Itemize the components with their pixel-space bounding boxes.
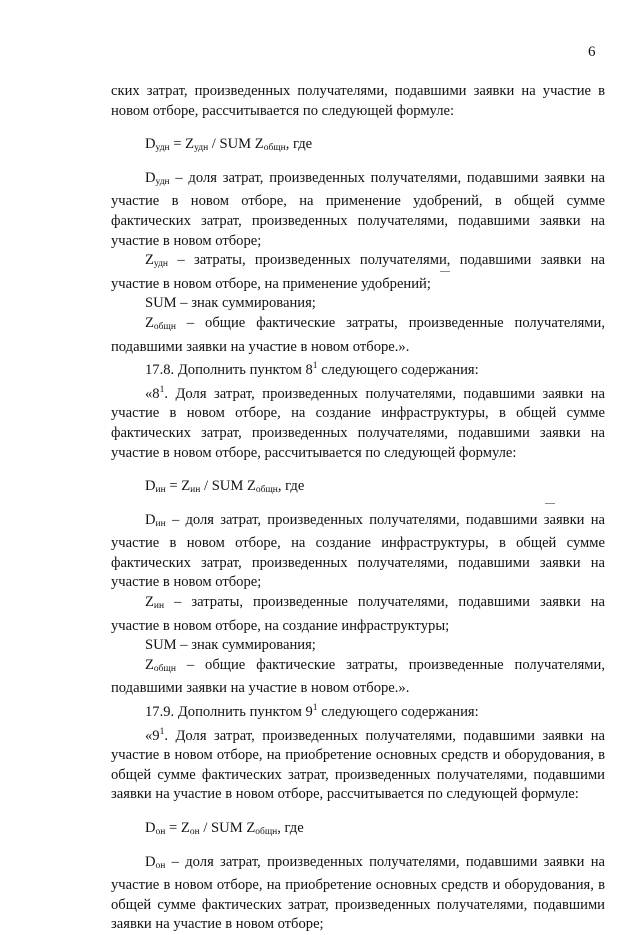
formula-d-udn: $D_{удн} = Z_{удн}$ / SUM $Z_{общн}$, где	[145, 136, 313, 154]
definition-z-obsh: $Z_{общн}$ – общие фактические затраты, произведенные получателями, подавшими заявки на участие в новом отборе.».	[111, 314, 605, 355]
document-body	[111, 82, 605, 935]
definition-z-obsh: $Z_{общн}$ – общие фактические затраты, произведенные получателями, подавшими заявки на участие в новом отборе.».	[111, 656, 605, 697]
definition-sum: SUM – знак суммирования;	[145, 295, 316, 312]
definition-d-udn: $D_{удн}$ – доля затрат, произведенных получателями, подавшими заявки на участие в новом отборе, на применение удобрений, в общей сумме фактических затрат, произведенных получателями, подавшими заявки на участие в новом отборе;	[111, 169, 605, 249]
definition-sum: SUM – знак суммирования;	[145, 637, 316, 654]
clause-17-9: 17.9. Дополнить пунктом $9^1$ следующего содержания:	[145, 703, 479, 721]
formula-d-in: $D_{ин} = Z_{ин}$ / SUM $Z_{общн}$, где	[145, 478, 305, 496]
page-number: 6	[588, 44, 596, 60]
point-9-1: «$9^1$. Доля затрат, произведенных получателями, подавшими заявки на участие в новом отборе, на приобретение основных средств и оборудования, в общей сумме фактических затрат, произведенных получателями, подавшими заявки на участие в новом отборе, рассчитывается по следующей формуле:	[111, 726, 605, 803]
definition-d-on: $D_{он}$ – доля затрат, произведенных получателями, подавшими заявки на участие в новом отборе, на приобретение основных средств и оборудования, в общей сумме фактических затрат, произведенных получателями, подавшими заявки на участие в новом отборе;	[111, 853, 605, 933]
definition-z-in: $Z_{ин}$ – затраты, произведенные получателями, подавшими заявки на участие в новом отборе, на создание инфраструктуры;	[111, 594, 605, 634]
formula-d-on: $D_{он} = Z_{он}$ / SUM $Z_{общн}$, где	[145, 820, 304, 837]
definition-d-in: $D_{ин}$ – доля затрат, произведенных получателями, подавшими заявки на участие в новом отборе, на создание инфраструктуры, в общей сумме фактических затрат, произведенных получателями, подавшими заявки на участие в новом отборе;	[111, 511, 605, 591]
point-8-1: «$8^1$. Доля затрат, произведенных получателями, подавшими заявки на участие в новом отборе, на создание инфраструктуры, в общей сумме фактических затрат, произведенных получателями, подавшими заявки на участие в новом отборе, рассчитывается по следующей формуле:	[111, 384, 605, 461]
paragraph: ских затрат, произведенных получателями, подавшими заявки на участие в новом отборе, рассчитывается по следующей формуле:	[111, 83, 605, 119]
definition-z-udn: $Z_{удн}$ – затраты, произведенных получателями, подавшими заявки на участие в новом отборе, на применение удобрений;	[111, 252, 605, 292]
clause-17-8: 17.8. Дополнить пунктом $8^1$ следующего содержания:	[145, 361, 479, 379]
